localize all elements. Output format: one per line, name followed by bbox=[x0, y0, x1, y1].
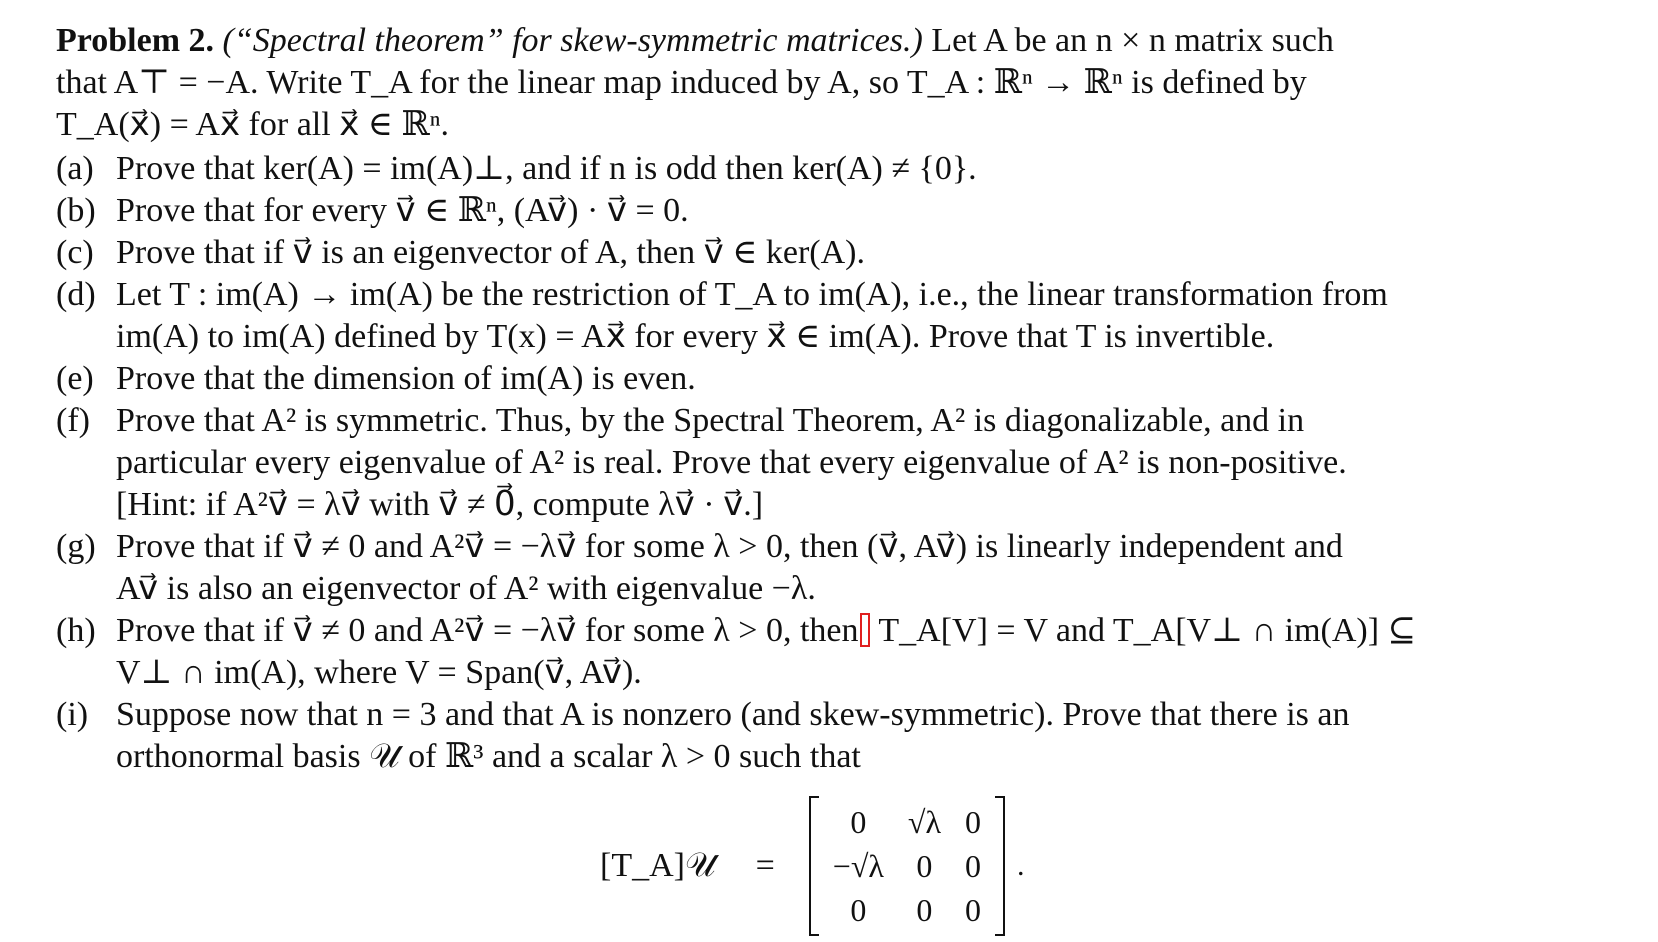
part-label: (f) bbox=[56, 402, 90, 439]
matrix bbox=[809, 800, 1005, 932]
matrix-cell: 0 bbox=[850, 804, 867, 840]
matrix-cell: 0 bbox=[964, 892, 981, 928]
part-text: Prove that ker(A) = im(A)⊥, and if n is odd then ker(A) ≠ {0}. bbox=[116, 150, 977, 187]
part-text: orthonormal basis 𝒰 of ℝ³ and a scalar λ > 0 such that bbox=[116, 738, 861, 775]
part-c bbox=[56, 232, 1568, 274]
part-label: (a) bbox=[56, 150, 94, 187]
part-text: Suppose now that n = 3 and that A is nonzero (and skew-symmetric). Prove that there is an bbox=[116, 696, 1350, 733]
part-label: (g) bbox=[56, 528, 96, 565]
matrix-equation bbox=[600, 800, 1024, 932]
part-text: Prove that if v⃗ ≠ 0 and A²v⃗ = −λv⃗ for some λ > 0, then bbox=[116, 612, 859, 649]
part-text: Prove that the dimension of im(A) is even. bbox=[116, 360, 696, 397]
part-g bbox=[56, 526, 1568, 610]
part-label: (b) bbox=[56, 192, 96, 229]
part-d bbox=[56, 274, 1568, 358]
part-text: particular every eigenvalue of A² is real. Prove that every eigenvalue of A² is non-positive. bbox=[116, 444, 1347, 481]
matrix-cell: 0 bbox=[964, 804, 981, 840]
part-text: im(A) to im(A) defined by T(x) = Ax⃗ for every x⃗ ∈ im(A). Prove that T is invertible. bbox=[116, 318, 1275, 355]
matrix-cell: 0 bbox=[850, 892, 867, 928]
part-text: Let T : im(A) → im(A) be the restriction of T_A to im(A), i.e., the linear transformation from bbox=[116, 276, 1388, 313]
part-text: Prove that A² is symmetric. Thus, by the Spectral Theorem, A² is diagonalizable, and in bbox=[116, 402, 1305, 439]
matrix-cell: 0 bbox=[964, 848, 981, 884]
part-text: Prove that if v⃗ ≠ 0 and A²v⃗ = −λv⃗ for some λ > 0, then (v⃗, Av⃗) is linearly independent and bbox=[116, 528, 1343, 565]
part-hint: [Hint: if A²v⃗ = λv⃗ with v⃗ ≠ 0⃗, compute λv⃗ · v⃗.] bbox=[116, 486, 764, 523]
problem-subtitle: (“Spectral theorem” for skew-symmetric matrices.) bbox=[222, 22, 923, 59]
matrix-cell: √λ bbox=[907, 804, 941, 840]
intro-line-3: T_A(x⃗) = Ax⃗ for all x⃗ ∈ ℝⁿ. bbox=[56, 106, 449, 143]
part-label: (d) bbox=[56, 276, 96, 313]
matrix-cell: 0 bbox=[916, 848, 933, 884]
part-f bbox=[56, 400, 1568, 526]
part-label: (e) bbox=[56, 360, 94, 397]
part-b bbox=[56, 190, 1568, 232]
intro-line-1: Let A be an n × n matrix such bbox=[931, 22, 1334, 59]
matrix-lhs: [T_A]𝒰 bbox=[600, 847, 716, 884]
part-text: Prove that for every v⃗ ∈ ℝⁿ, (Av⃗) · v⃗ = 0. bbox=[116, 192, 689, 229]
part-e bbox=[56, 358, 1568, 400]
problem-intro bbox=[56, 20, 1568, 146]
part-label: (i) bbox=[56, 696, 89, 733]
part-label: (c) bbox=[56, 234, 94, 271]
part-label: (h) bbox=[56, 612, 96, 649]
part-text: T_A[V] = V and T_A[V⊥ ∩ im(A)] ⊆ bbox=[870, 612, 1417, 649]
part-text: Prove that if v⃗ is an eigenvector of A, then v⃗ ∈ ker(A). bbox=[116, 234, 865, 271]
part-h bbox=[56, 610, 1568, 694]
matrix-cell: 0 bbox=[916, 892, 933, 928]
equals-sign: = bbox=[755, 847, 775, 884]
part-text: Av⃗ is also an eigenvector of A² with eigenvalue −λ. bbox=[116, 570, 816, 607]
part-a bbox=[56, 148, 1568, 190]
part-i bbox=[56, 694, 1568, 778]
matrix-period: . bbox=[1016, 849, 1025, 882]
problem-title: Problem 2. bbox=[56, 22, 215, 59]
intro-line-2: that A⊤ = −A. Write T_A for the linear map induced by A, so T_A : ℝⁿ → ℝⁿ is defined by bbox=[56, 64, 1307, 101]
matrix-cell: −√λ bbox=[832, 848, 884, 884]
part-text: V⊥ ∩ im(A), where V = Span(v⃗, Av⃗). bbox=[116, 654, 642, 691]
problem-parts bbox=[56, 148, 1568, 778]
annotation-marker bbox=[860, 613, 870, 647]
